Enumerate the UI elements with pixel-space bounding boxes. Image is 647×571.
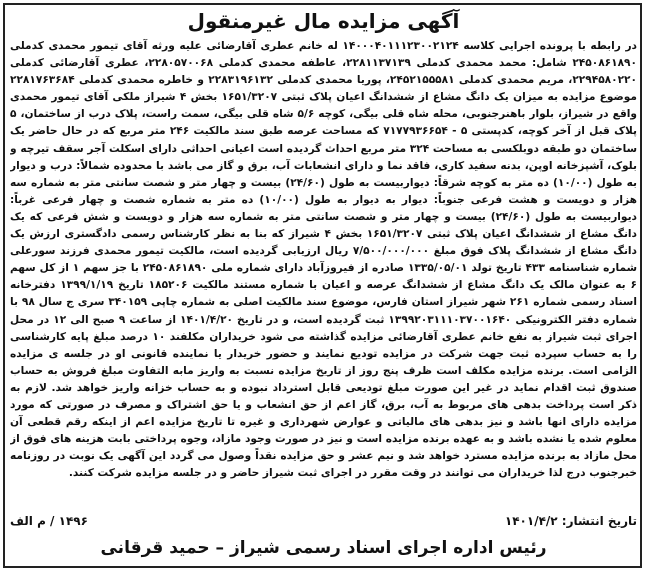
signature-line: رئیس اداره اجرای اسناد رسمی شیراز – حمید قرقانی [100,538,547,558]
notice-body: در رابطه با پرونده اجرایی کلاسه ۱۴۰۰۰۴۰۱۱۱۲۳۰۰۲۱۲۴ له خانم عطری آقارضائی علیه ورثه آقای تیمور محمدی کدملی ۲۴۵۰۸۶۱۸۹۰ شامل: محمد محمدی کدملی ۲۲۸۱۱۳۷۱۳۹، عاطفه محمدی کدملی ۲۲۸۰۵۷۰۰۶۸، عطری آقارضائی کدملی ۲۲۹۴۵۸۰۲۲۰، مریم محمدی کدملی ۲۴۵۲۱۵۵۵۸۱، پوریا محمدی کدملی ۲۲۸۳۱۹۶۱۳۲ و خاطره محمدی کدملی ۲۲۸۱۷۶۳۶۸۴ موضوع مزایده به میزان یک دانگ مشاع از ششدانگ اعیان پلاک ثبتی ۱۶۵۱/۳۲۰۷ بخش ۴ شیراز ملکی آقای تیمور محمدی واقع در شیراز، بلوار باهنرجنوبی، محله شاه قلی بیگی، کوچه ۵/۶ شاه قلی بیگی، سمت راست، پلاک درب از ساختمان، ۵ پلاک قبل از آخر کوچه، کدپستی ۵ - ۷۱۷۷۹۳۶۶۵۴ که مساحت عرصه طبق سند مالکیت ۲۴۶ متر مربع که در حال حاضر یک ساختمان دو طبقه دوبلکسی به مساحت ۳۲۴ متر مربع احداث گردیده است اعیانی احداثی دارای اسکلت آجر سقف تیرچه و بلوک، آشپزخانه اوپن، بدنه سفید کاری، فاقد نما و دارای انشعابات آب، برق و گاز می باشد با محدوده شمالاً: درب و دیوار به طول (۱۰/۰۰) ده متر به کوچه شرقاً: دیواربیست به طول (۲۴/۶۰) بیست و چهار متر و شصت سانتی متر به شماره سه هزار و دویست و هشت فرعی جنوباً: دیوار به دیوار به طول (۱۰/۰۰) ده متر به شماره شصت و چهار فرعی غرباً: دیواربیست به طول (۲۴/۶۰) بیست و چهار متر و شصت سانتی متر به شماره سه هزار و دویست و شش فرعی که یک دانگ مشاع از ششدانگ اعیان پلاک ثبتی ۱۶۵۱/۳۲۰۷ بخش ۴ شیراز که بنا به نظر کارشناس رسمی دادگستری ارزش یک دانگ مشاع از ششدانگ پلاک فوق مبلغ ۷/۵۰۰/۰۰۰/۰۰۰ ریال ارزیابی گردیده است، مالکیت تیمور محمدی فرزند سورعلی شماره شناسنامه ۴۳۳ تاریخ تولد ۱۳۳۵/۰۵/۰۱ صادره از فیروزآباد دارای شماره ملی ۲۴۵۰۸۶۱۸۹۰ با جز سهم ۱ از کل سهم ۶ به عنوان مالک یک دانگ مشاع از ششدانگ عرصه و اعیان با شماره مستند مالکیت ۱۸۵۲۰۶ تاریخ ۱۳۹۹/۱/۱۹ دفترخانه اسناد رسمی شماره ۲۶۱ شهر شیراز استان فارس، موضوع سند مالکیت اصلی به شماره چاپی ۳۴۰۱۵۹ سری ج سال ۹۸ با شماره دفتر الکترونیکی ۱۳۹۹۲۰۳۱۱۱۰۳۷۰۰۱۶۴۰ ثبت گردیده است، و در تاریخ ۱۴۰۱/۴/۲۰ از ساعت ۹ صبح الی ۱۲ در محل اجرای ثبت شیراز به نفع خانم عطری آقارضائی مزایده گذاشته می شود خریداران مکلفند ۱۰ درصد مبلغ پایه کارشناسی را به حساب سپرده ثبت جهت شرکت در مزایده تودیع نمایند و حضور خریدار یا نماینده قانونی او در جلسه ی مزایده الزامی است. برنده مزایده مکلف است ظرف پنج روز از تاریخ مزایده نسبت به واریز مابه التفاوت مبلغ فروش به حساب صندوق ثبت اقدام نماید در غیر این صورت مبلغ تودیعی قابل استرداد نبوده و به حساب خزانه واریز خواهد شد. لازم به ذکر است پرداخت بدهی های مربوط به آب، برق، گاز اعم از حق انشعاب و یا حق اشتراک و مصرف در صورتی که مورد مزایده دارای انها باشد و نیز بدهی های مالیاتی و عوارض شهرداری و غیره تا تاریخ مزایده اعم از اینکه رقم قطعی آن معلوم شده یا نشده باشد و به عهده برنده مزایده است و نیز در صورت وجود مازاد، وجوه پرداختی بابت هزینه های فوق از محل مازاد به برنده مزایده مسترد خواهد شد و نیم عشر و حق مزایده نقداً وصول می گردد این آگهی یک نوبت در روزنامه خبرجنوب درج لذا خریداران می توانند در وقت مقرر در اجرای ثبت شیراز حاضر و در جلسه مزایده شرکت کنند. [10,40,637,480]
notice-meta [10,510,637,532]
notice-title: آگهی مزایده مال غیرمنقول [187,9,460,33]
reference-number: ۱۴۹۶ / م الف [10,514,88,528]
publish-date: تاریخ انتشار: ۱۴۰۱/۴/۲ [504,514,637,528]
